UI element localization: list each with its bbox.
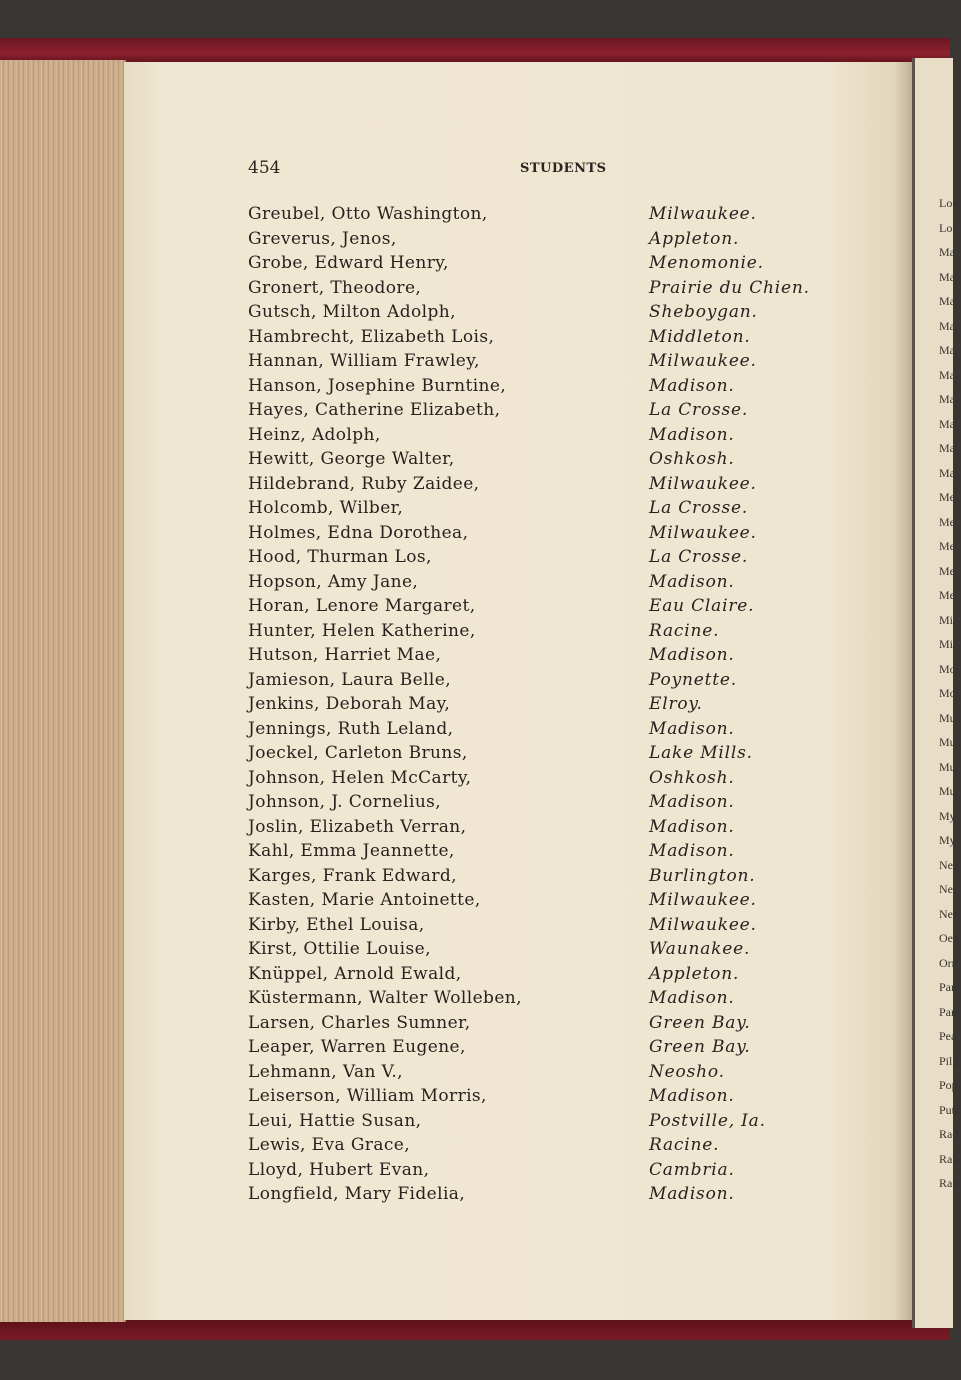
next-page-fragment: Lou (939, 220, 959, 235)
student-hometown: Madison. (649, 841, 735, 861)
next-page-fragment: Ma (939, 416, 955, 431)
student-hometown: Madison. (649, 718, 735, 739)
student-hometown: Elroy. (649, 694, 703, 714)
student-hometown: Milwaukee. (649, 914, 757, 935)
list-item (248, 670, 848, 695)
next-page-fragment: Mil (939, 637, 957, 651)
student-hometown: Madison. (649, 375, 735, 396)
student-name: Hambrecht, Elizabeth Lois, (248, 326, 495, 347)
student-name: Gronert, Theodore, (248, 277, 422, 298)
next-page-fragment: Mye (939, 808, 961, 823)
next-page-fragment: Ma (939, 367, 955, 382)
student-name: Jenkins, Deborah May, (248, 694, 451, 714)
list-item (248, 498, 848, 523)
list-item (248, 890, 848, 915)
student-name: Lewis, Eva Grace, (248, 1135, 411, 1155)
student-name: Kahl, Emma Jeannette, (248, 841, 455, 861)
next-page-fragment: Me (939, 514, 955, 529)
student-hometown: Neosho. (649, 1061, 725, 1082)
student-hometown: Middleton. (649, 326, 751, 347)
student-name: Hannan, William Frawley, (248, 351, 480, 371)
student-hometown: Madison. (649, 792, 735, 812)
next-page-fragment: Ma (939, 318, 955, 333)
student-name: Karges, Frank Edward, (248, 865, 457, 886)
next-page-fragment: Me (939, 539, 955, 553)
student-hometown: Madison. (649, 1086, 735, 1106)
list-item (248, 547, 848, 572)
page-header (248, 158, 808, 182)
student-name: Leui, Hattie Susan, (248, 1110, 422, 1131)
student-name: Grobe, Edward Henry, (248, 253, 449, 273)
student-name: Hood, Thurman Los, (248, 547, 432, 567)
student-name: Leiserson, William Morris, (248, 1086, 487, 1106)
list-item (248, 1037, 848, 1062)
list-item (248, 278, 848, 303)
list-item (248, 596, 848, 621)
next-page-fragment: Loe (939, 196, 958, 210)
list-item (248, 1111, 848, 1136)
student-hometown: Oshkosh. (649, 449, 735, 469)
next-page-fragment: Mul (939, 735, 960, 749)
student-hometown: Appleton. (649, 963, 740, 984)
student-hometown: Oshkosh. (649, 767, 735, 788)
next-page-fragment: Me (939, 588, 955, 602)
list-item (248, 694, 848, 719)
student-hometown: Madison. (649, 816, 735, 837)
student-hometown: Burlington. (649, 865, 756, 886)
list-item (248, 400, 848, 425)
student-hometown: Cambria. (649, 1159, 735, 1180)
list-item (248, 376, 848, 401)
next-page-fragment: Mye (939, 833, 961, 847)
student-name: Horan, Lenore Margaret, (248, 596, 476, 616)
student-name: Lloyd, Hubert Evan, (248, 1159, 430, 1180)
student-name: Hayes, Catherine Elizabeth, (248, 400, 501, 420)
student-hometown: Lake Mills. (649, 743, 753, 763)
student-hometown: Green Bay. (649, 1037, 751, 1057)
next-page-fragment: Ma (939, 245, 955, 259)
next-page-fragment: Par (939, 1004, 955, 1019)
next-page-edge (912, 58, 961, 1328)
student-name: Johnson, Helen McCarty, (248, 767, 472, 788)
student-name: Johnson, J. Cornelius, (248, 792, 442, 812)
student-hometown: Racine. (649, 1135, 720, 1155)
list-item (248, 988, 848, 1013)
student-name: Hopson, Amy Jane, (248, 571, 419, 592)
next-page-fragment: Pea (939, 1029, 957, 1043)
list-item (248, 817, 848, 842)
next-page-fragment: Pop (939, 1078, 958, 1092)
list-item (248, 768, 848, 793)
next-page-fragment: Par (939, 980, 955, 994)
next-page-fragment: Neh (939, 857, 959, 872)
student-name: Hutson, Harriet Mae, (248, 645, 442, 665)
list-item (248, 621, 848, 646)
student-name: Hunter, Helen Katherine, (248, 620, 476, 641)
list-item (248, 302, 848, 327)
next-page-fragment: Ma (939, 441, 955, 455)
student-name: Küstermann, Walter Wolleben, (248, 988, 522, 1008)
student-hometown: Madison. (649, 645, 735, 665)
next-page-fragment: Me (939, 490, 955, 504)
student-name: Hanson, Josephine Burntine, (248, 375, 507, 396)
list-item (248, 841, 848, 866)
list-item (248, 792, 848, 817)
next-page-fragment: Moe (939, 661, 961, 676)
next-page-fragment: Mu (939, 710, 956, 725)
list-item (248, 866, 848, 891)
student-hometown: Menomonie. (649, 253, 764, 273)
book-cover-bottom (0, 1318, 950, 1340)
list-item (248, 1086, 848, 1111)
list-item (248, 1013, 848, 1038)
student-name: Greubel, Otto Washington, (248, 204, 488, 224)
list-item (248, 939, 848, 964)
list-item (248, 964, 848, 989)
next-page-fragment: Me (939, 563, 955, 578)
list-item (248, 1062, 848, 1087)
list-item (248, 253, 848, 278)
next-page-fragment: Nep (939, 906, 959, 921)
next-page-fragment: Oeh (939, 931, 959, 945)
list-item (248, 1160, 848, 1185)
student-hometown: Sheboygan. (649, 302, 758, 322)
student-name: Larsen, Charles Sumner, (248, 1012, 471, 1033)
student-name: Longfield, Mary Fidelia, (248, 1184, 466, 1204)
list-item (248, 572, 848, 597)
next-page-fragment: Pilg (939, 1053, 959, 1068)
student-name: Jennings, Ruth Leland, (248, 718, 454, 739)
student-hometown: Racine. (649, 620, 720, 641)
next-page-fragment: Mur (939, 759, 960, 774)
student-hometown: Madison. (649, 424, 735, 445)
student-name: Heinz, Adolph, (248, 424, 381, 445)
student-name: Jamieson, Laura Belle, (248, 669, 452, 690)
student-name: Knüppel, Arnold Ewald, (248, 963, 462, 984)
student-hometown: Appleton. (649, 228, 740, 249)
student-hometown: Milwaukee. (649, 204, 757, 224)
student-name: Hewitt, George Walter, (248, 449, 455, 469)
list-item (248, 719, 848, 744)
list-item (248, 1184, 848, 1209)
page-edges (0, 60, 126, 1322)
list-item (248, 645, 848, 670)
student-hometown: Madison. (649, 1184, 735, 1204)
next-page-fragment: Ma (939, 343, 955, 357)
next-page-fragment: Mur (939, 784, 960, 798)
next-page-fragment: Ma (939, 294, 955, 308)
student-hometown: Milwaukee. (649, 522, 757, 543)
list-item (248, 743, 848, 768)
next-page-fragment: Ma (939, 392, 955, 406)
student-hometown: Milwaukee. (649, 473, 757, 494)
book-cover-top (0, 38, 950, 64)
student-name: Hildebrand, Ruby Zaidee, (248, 473, 480, 494)
next-page-fragment: Ran (939, 1176, 959, 1190)
next-page-fragment: Mor (939, 686, 960, 700)
list-item (248, 327, 848, 352)
student-hometown: Milwaukee. (649, 890, 757, 910)
student-name: Leaper, Warren Eugene, (248, 1037, 466, 1057)
running-head: STUDENTS (520, 161, 607, 176)
student-name: Kirby, Ethel Louisa, (248, 914, 425, 935)
student-hometown: La Crosse. (649, 498, 749, 518)
list-item (248, 915, 848, 940)
list-item (248, 1135, 848, 1160)
student-list (248, 204, 848, 1209)
student-hometown: La Crosse. (649, 547, 749, 567)
student-name: Joeckel, Carleton Bruns, (248, 743, 468, 763)
page-number: 454 (248, 158, 281, 178)
student-name: Kirst, Ottilie Louise, (248, 939, 431, 959)
next-page-fragment: Mil (939, 612, 957, 627)
next-page-fragment: Ma (939, 269, 955, 284)
student-name: Lehmann, Van V., (248, 1061, 403, 1082)
next-page-fragment: Rad (939, 1127, 959, 1141)
student-hometown: Prairie du Chien. (649, 277, 810, 298)
student-hometown: Poynette. (649, 669, 737, 690)
student-name: Holmes, Edna Dorothea, (248, 522, 469, 543)
list-item (248, 449, 848, 474)
list-item (248, 523, 848, 548)
student-name: Joslin, Elizabeth Verran, (248, 816, 467, 837)
student-hometown: Milwaukee. (649, 351, 757, 371)
next-page-fragment: Nel (939, 882, 957, 896)
next-page-fragment: Orr (939, 955, 956, 970)
next-page-fragment: Rah (939, 1151, 959, 1166)
student-name: Gutsch, Milton Adolph, (248, 302, 456, 322)
next-page-fragment: Ma (939, 465, 955, 480)
student-hometown: Eau Claire. (649, 596, 755, 616)
list-item (248, 229, 848, 254)
student-hometown: Green Bay. (649, 1012, 751, 1033)
list-item (248, 351, 848, 376)
student-name: Holcomb, Wilber, (248, 498, 404, 518)
student-hometown: Madison. (649, 571, 735, 592)
list-item (248, 474, 848, 499)
student-hometown: Postville, Ia. (649, 1110, 766, 1131)
list-item (248, 204, 848, 229)
student-hometown: Waunakee. (649, 939, 751, 959)
next-page-fragment: Putt (939, 1102, 959, 1117)
student-hometown: Madison. (649, 988, 735, 1008)
student-hometown: La Crosse. (649, 400, 749, 420)
list-item (248, 425, 848, 450)
student-name: Greverus, Jenos, (248, 228, 397, 249)
student-name: Kasten, Marie Antoinette, (248, 890, 481, 910)
